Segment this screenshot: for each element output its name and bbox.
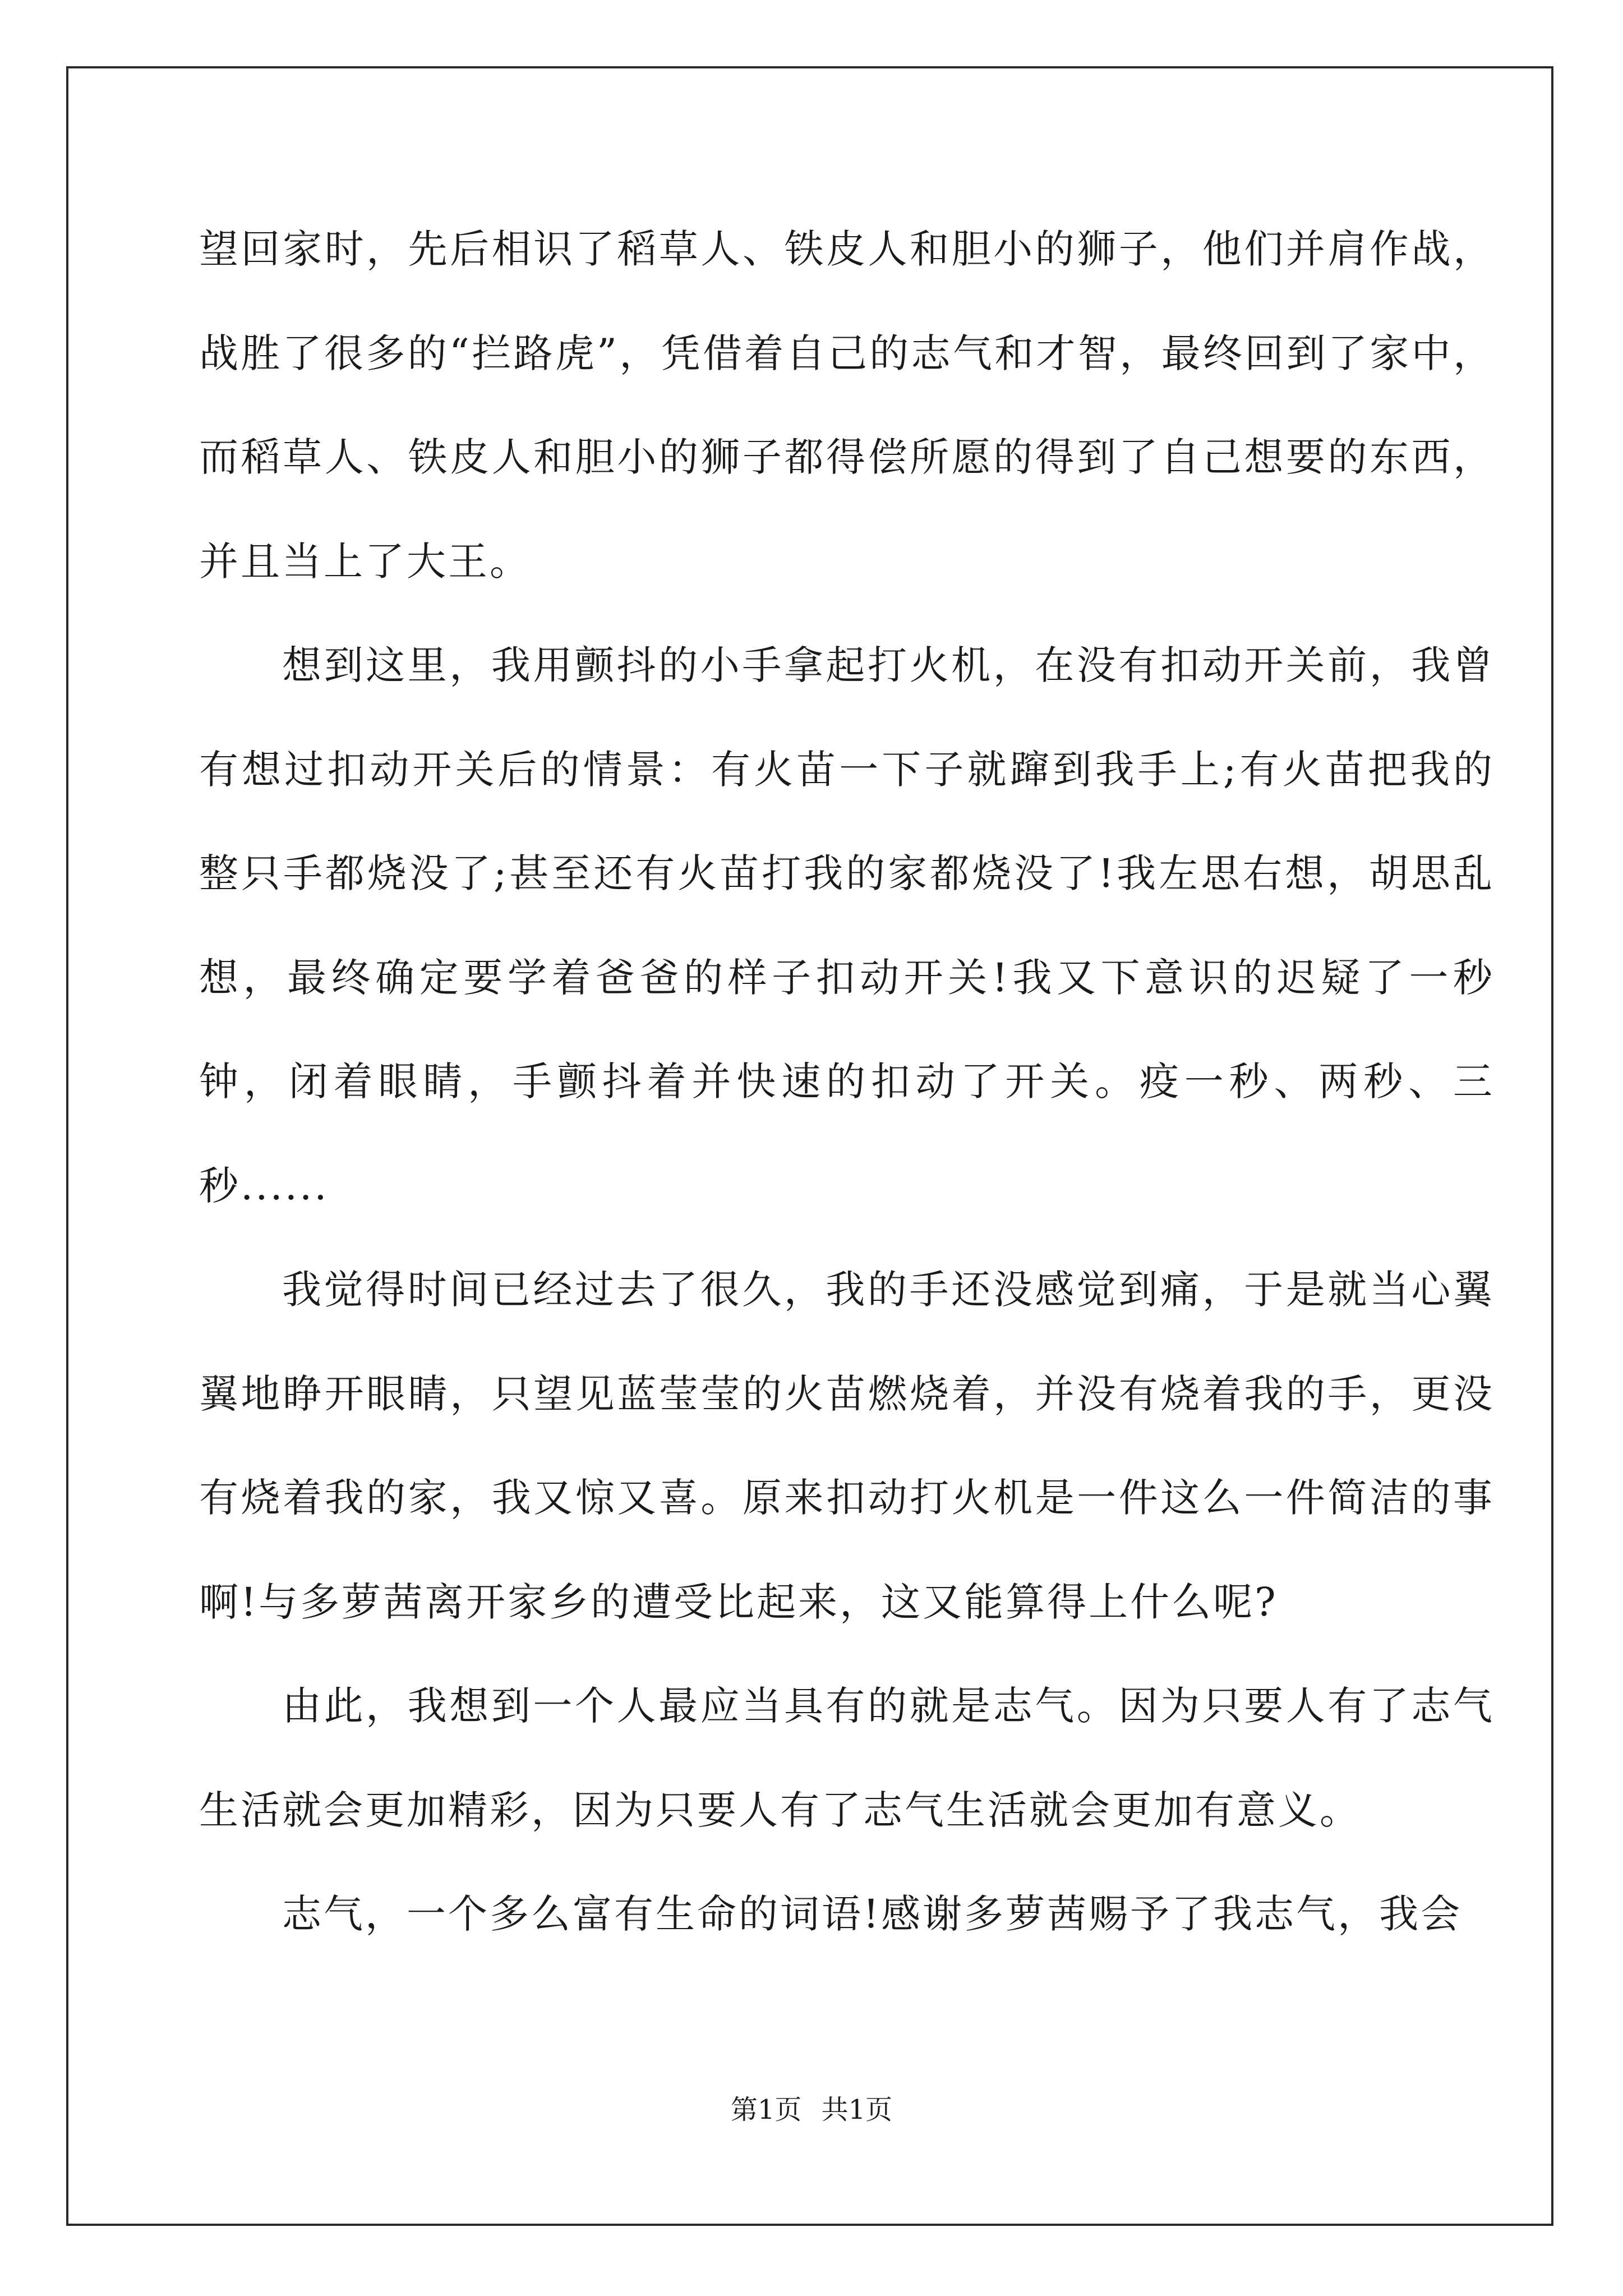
paragraph-4: 由此，我想到一个人最应当具有的就是志气。因为只要人有了志气生活就会更加精彩，因为只要人有了志气生活就会更加有意义。 xyxy=(199,1683,1495,1833)
page-number-footer: 第1页 共1页 xyxy=(730,2094,893,2125)
paragraph-5: 志气，一个多么富有生命的词语!感谢多萝茜赐予了我志气，我会 xyxy=(282,1891,1463,1937)
paragraph-1: 望回家时，先后相识了稻草人、铁皮人和胆小的狮子，他们并肩作战，战胜了很多的“拦路虎”，凭借着自己的志气和才智，最终回到了家中，而稻草人、铁皮人和胆小的狮子都得偿所愿的得到了自己想要的东西，并且当上了大王。 xyxy=(199,226,1495,585)
document-body xyxy=(199,197,1495,1967)
paragraph-2: 想到这里，我用颤抖的小手拿起打火机，在没有扣动开关前，我曾有想过扣动开关后的情景：有火苗一下子就蹿到我手上;有火苗把我的整只手都烧没了;甚至还有火苗打我的家都烧没了!我左思右想，胡思乱想，最终确定要学着爸爸的样子扣动开关!我又下意识的迟疑了一秒钟，闭着眼睛，手颤抖着并快速的扣动了开关。疫一秒、两秒、三秒...... xyxy=(199,642,1495,1209)
paragraph-3: 我觉得时间已经过去了很久，我的手还没感觉到痛，于是就当心翼翼地睁开眼睛，只望见蓝莹莹的火苗燃烧着，并没有烧着我的手，更没有烧着我的家，我又惊又喜。原来扣动打火机是一件这么一件简洁的事啊!与多萝茜离开家乡的遭受比起来，这又能算得上什么呢? xyxy=(199,1267,1495,1625)
